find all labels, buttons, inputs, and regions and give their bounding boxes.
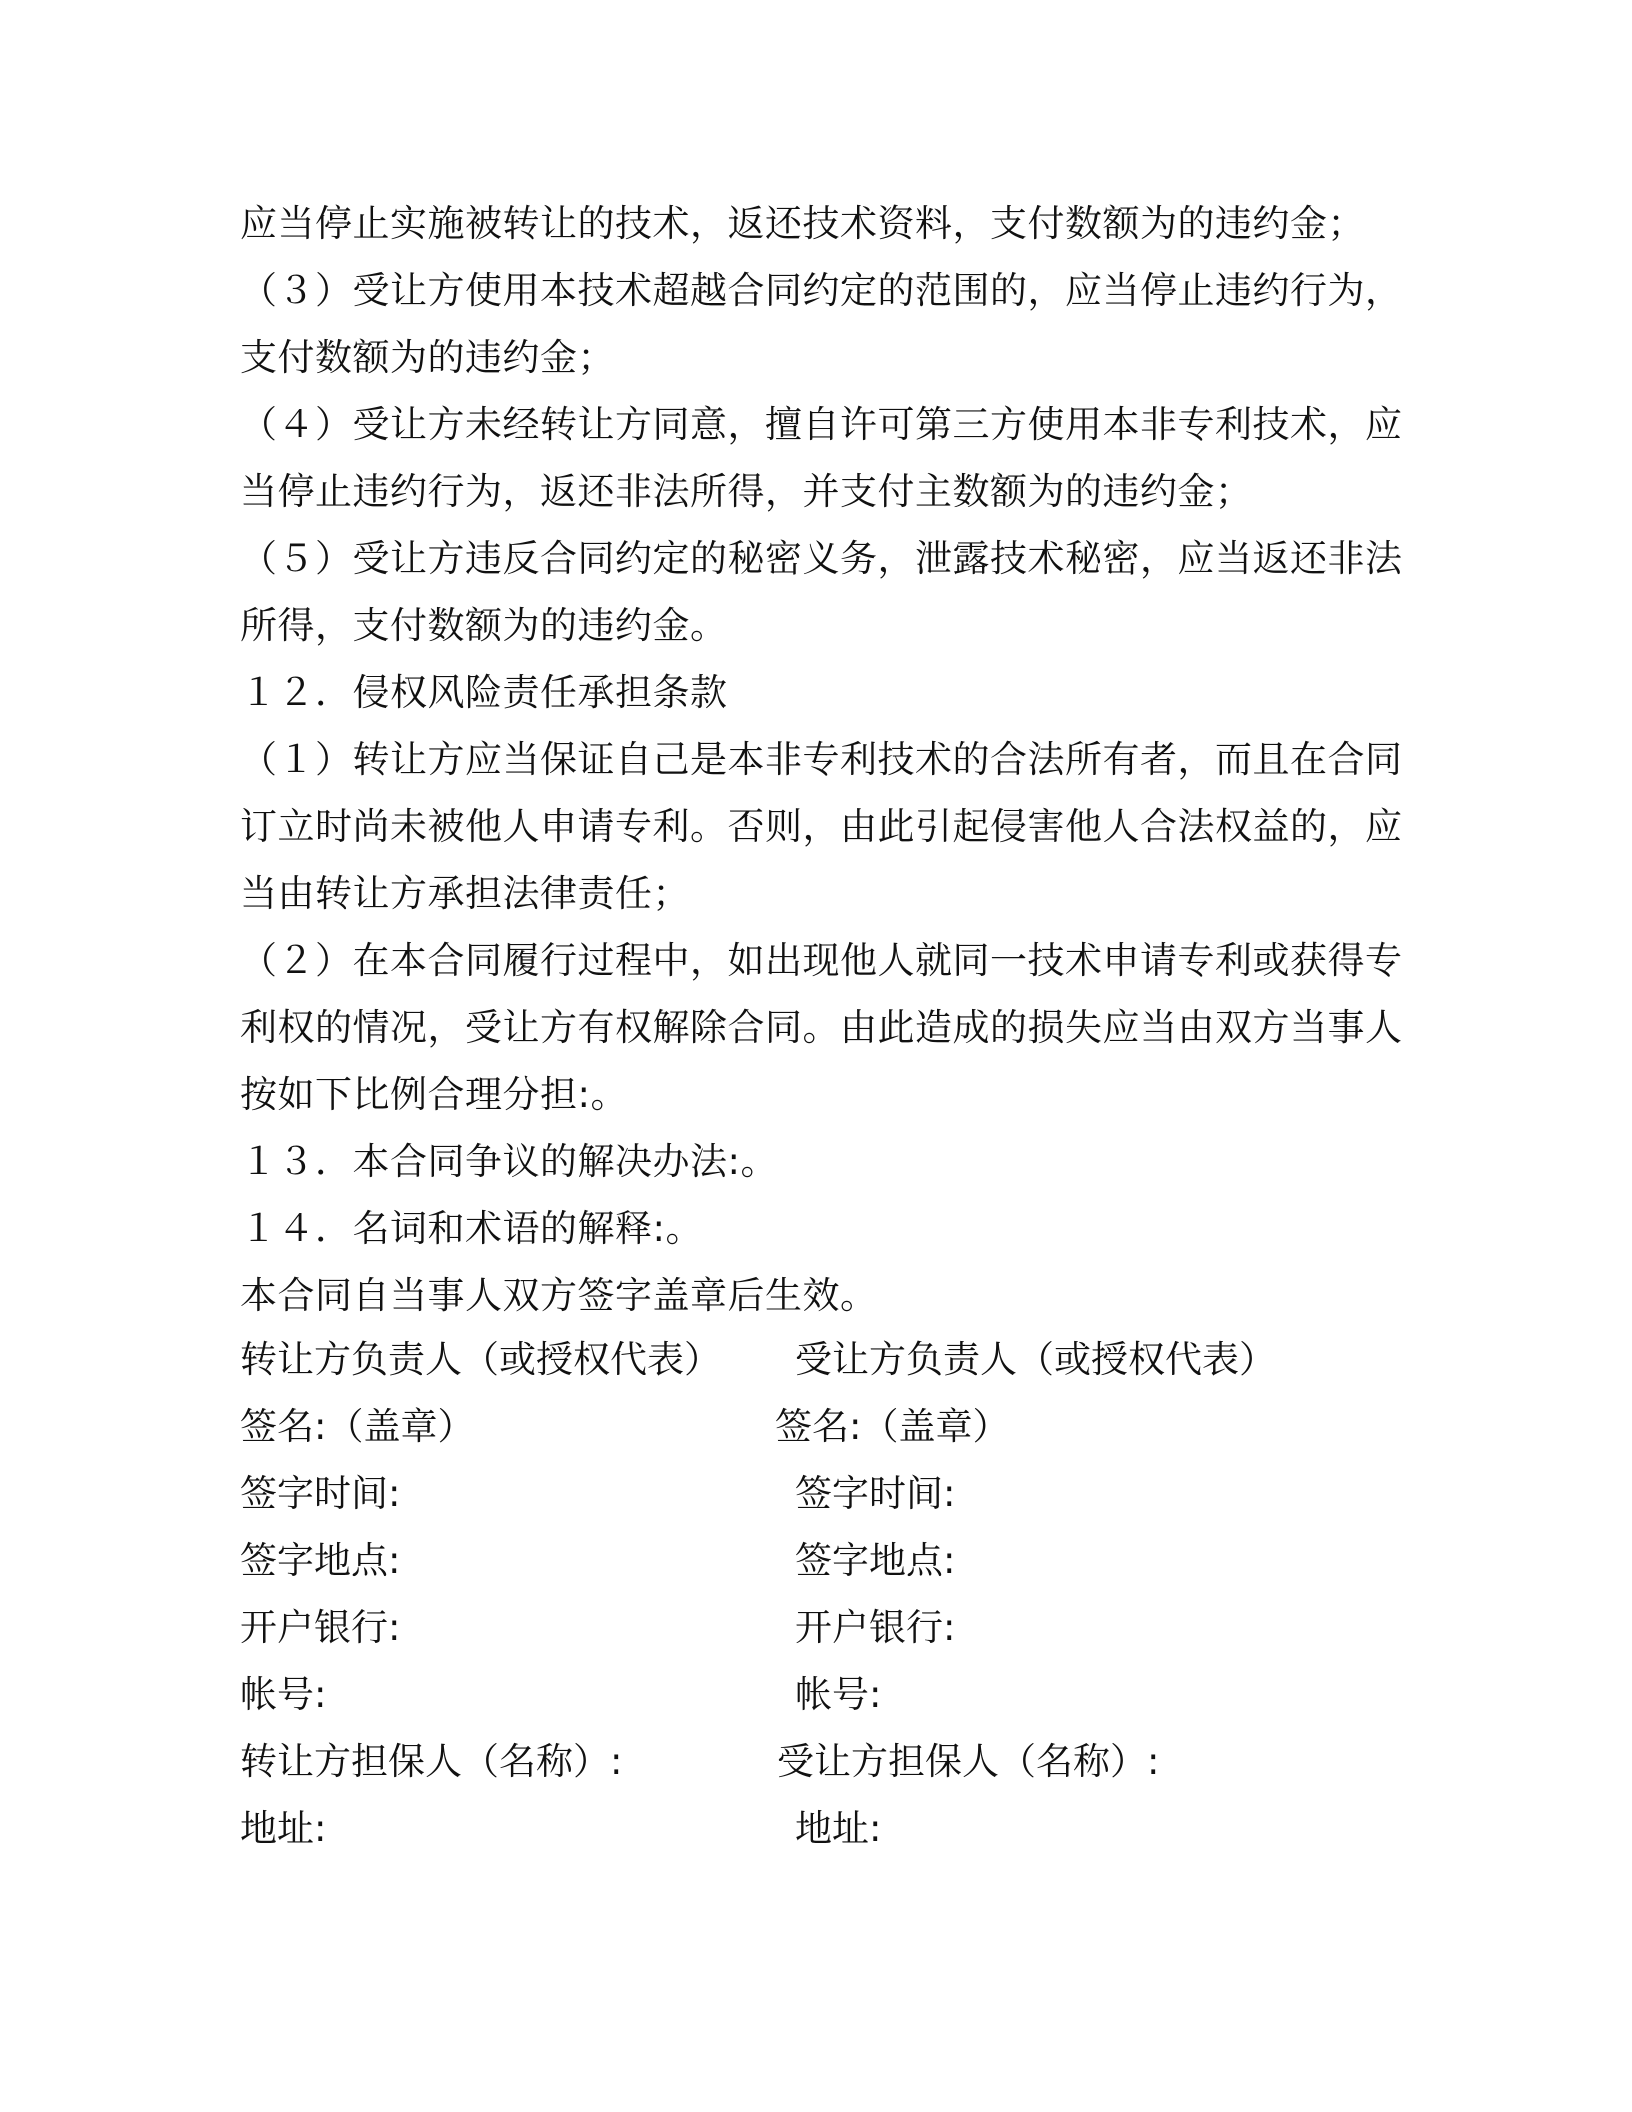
- text-line: （５）受让方违反合同约定的秘密义务，泄露技术秘密，应当返还非法: [240, 537, 1403, 580]
- text-line: 应当停止实施被转让的技术，返还技术资料，支付数额为的违约金；: [240, 202, 1365, 245]
- section-heading: １４．名词和术语的解释:。: [240, 1207, 703, 1250]
- transferee-field: 签字时间:: [795, 1472, 956, 1515]
- transferor-field: 转让方担保人（名称）:: [240, 1740, 623, 1783]
- signature-block: [240, 1326, 1390, 1862]
- text-line: （４）受让方未经转让方同意，擅自许可第三方使用本非专利技术，应: [240, 403, 1403, 446]
- text-line: 按如下比例合理分担:。: [240, 1073, 628, 1116]
- signature-row: [240, 1460, 1390, 1527]
- section-heading: １２．侵权风险责任承担条款: [240, 671, 728, 714]
- transferee-field: 地址:: [795, 1807, 882, 1850]
- signature-row: [240, 1393, 1390, 1460]
- transferee-field: 受让方担保人（名称）:: [777, 1740, 1160, 1783]
- transferor-field: 地址:: [240, 1807, 327, 1850]
- text-line: （２）在本合同履行过程中，如出现他人就同一技术申请专利或获得专: [240, 939, 1403, 982]
- text-line: （１）转让方应当保证自己是本非专利技术的合法所有者，而且在合同: [240, 738, 1403, 781]
- signature-row: [240, 1594, 1390, 1661]
- transferor-field: 签字地点:: [240, 1539, 401, 1582]
- transferee-field: 帐号:: [795, 1673, 882, 1716]
- signature-row: [240, 1326, 1390, 1393]
- signature-row: [240, 1795, 1390, 1862]
- effective-clause: 本合同自当事人双方签字盖章后生效。: [240, 1274, 878, 1317]
- transferee-field: 签字地点:: [795, 1539, 956, 1582]
- transferor-field: 帐号:: [240, 1673, 327, 1716]
- text-line: 利权的情况，受让方有权解除合同。由此造成的损失应当由双方当事人: [240, 1006, 1403, 1049]
- text-line: 当由转让方承担法律责任；: [240, 872, 690, 915]
- transferor-field: 转让方负责人（或授权代表）: [240, 1338, 721, 1381]
- transferor-field: 签字时间:: [240, 1472, 401, 1515]
- transferee-field: 签名:（盖章）: [775, 1405, 1010, 1448]
- text-line: （３）受让方使用本技术超越合同约定的范围的，应当停止违约行为，: [240, 269, 1403, 312]
- transferor-field: 开户银行:: [240, 1606, 401, 1649]
- signature-row: [240, 1527, 1390, 1594]
- text-line: 所得，支付数额为的违约金。: [240, 604, 728, 647]
- text-line: 支付数额为的违约金；: [240, 336, 615, 379]
- text-line: 当停止违约行为，返还非法所得，并支付主数额为的违约金；: [240, 470, 1253, 513]
- transferor-field: 签名:（盖章）: [240, 1405, 475, 1448]
- text-line: 订立时尚未被他人申请专利。否则，由此引起侵害他人合法权益的，应: [240, 805, 1403, 848]
- signature-row: [240, 1661, 1390, 1728]
- section-heading: １３．本合同争议的解决办法:。: [240, 1140, 778, 1183]
- transferee-field: 开户银行:: [795, 1606, 956, 1649]
- transferee-field: 受让方负责人（或授权代表）: [795, 1338, 1276, 1381]
- signature-row: [240, 1728, 1390, 1795]
- contract-body: [240, 190, 1403, 1329]
